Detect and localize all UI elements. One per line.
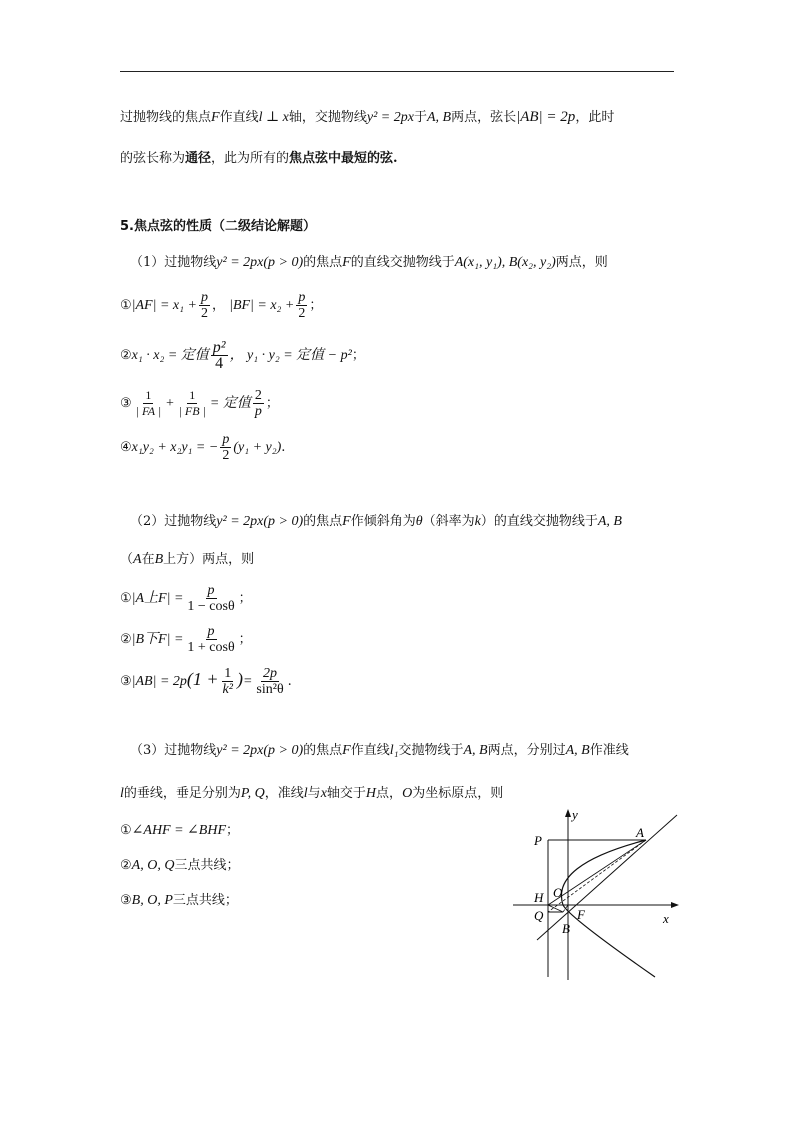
dashed-line-AOQ [548,840,646,912]
fig-label-y: y [572,807,578,822]
intro-line-1: 过抛物线的焦点F作直线l ⊥ x轴，交抛物线y² = 2px于A, B两点，弦长|AB| = 2p，此时 [120,109,615,125]
part1-item-3: ③ $\frac{1}{| FA |}$ + $\frac{1}{| FB |}$ = 定值 $\frac{2}{p}$ ； [120,388,279,419]
header-rule [120,71,674,72]
parabola-focal-chord-figure [505,805,685,985]
fig-label-O: O [553,885,563,900]
part3-line-1: （3）过抛物线y² = 2px(p > 0)的焦点F作直线l₁交抛物线于A, B两点，分别过A, B作准线 [130,743,629,758]
fig-label-F: F [577,907,585,922]
part2-line-1: （2）过抛物线y² = 2px(p > 0)的焦点F作倾斜角为θ（斜率为k）的直线交抛物线于A, B [130,514,622,529]
fig-label-B: B [562,921,570,936]
x-axis-arrow [671,902,679,908]
intro-line-2: 的弦长称为通径，此为所有的焦点弦中最短的弦. [120,151,398,166]
chord-line-l1 [537,815,677,940]
part2-line-2: （A在B上方）两点，则 [120,552,255,567]
part3-item-1: ①∠AHF = ∠BHF； [120,823,240,838]
part1-item-1: ①|AF| = x₁ + $\frac{p}{2}$ ， |BF| = x₂ + $\frac{p}{2}$ ； [120,290,323,321]
part1-item-4: ④x₁y₂ + x₂y₁ = − $\frac{p}{2}$ (y₁ + y₂). [120,432,286,463]
fig-label-x: x [663,911,669,926]
fig-label-P: P [534,833,542,848]
part3-item-3: ③B, O, P三点共线； [120,893,238,908]
part1-intro: （1）过抛物线y² = 2px(p > 0)的焦点F的直线交抛物线于A(x₁, y₁), B(x₂, y₂)两点，则 [130,255,608,270]
fig-label-Q: Q [534,908,544,923]
part2-item-3: ③|AB| = 2p(1 + $\frac{1}{\text{k²}}$ )= $\frac{2p}{\text{sin²θ}}$ . [120,666,292,697]
part2-item-1: ①|A上F| = $\frac{p}{1 - \cos\theta}$ ； [120,583,252,614]
fig-label-H: H [534,890,544,905]
parabola-curve [561,840,655,977]
fig-label-A: A [636,825,644,840]
part3-item-2: ②A, O, Q三点共线； [120,858,240,873]
line-HA [548,840,646,905]
part3-line-2: l的垂线，垂足分别为P, Q，准线l与x轴交于H点，O为坐标原点，则 [120,786,504,801]
y-axis-arrow [565,809,571,817]
part1-item-2: ②x₁ · x₂ = 定值 $\frac{\text{p²}}{4}$ ， y₁ · y₂ = 定值 − p²； [120,339,365,372]
section-title: 5.焦点弦的性质（二级结论解题） [120,219,316,234]
part2-item-2: ②|B下F| = $\frac{p}{1 + \cos\theta}$ ； [120,624,252,655]
